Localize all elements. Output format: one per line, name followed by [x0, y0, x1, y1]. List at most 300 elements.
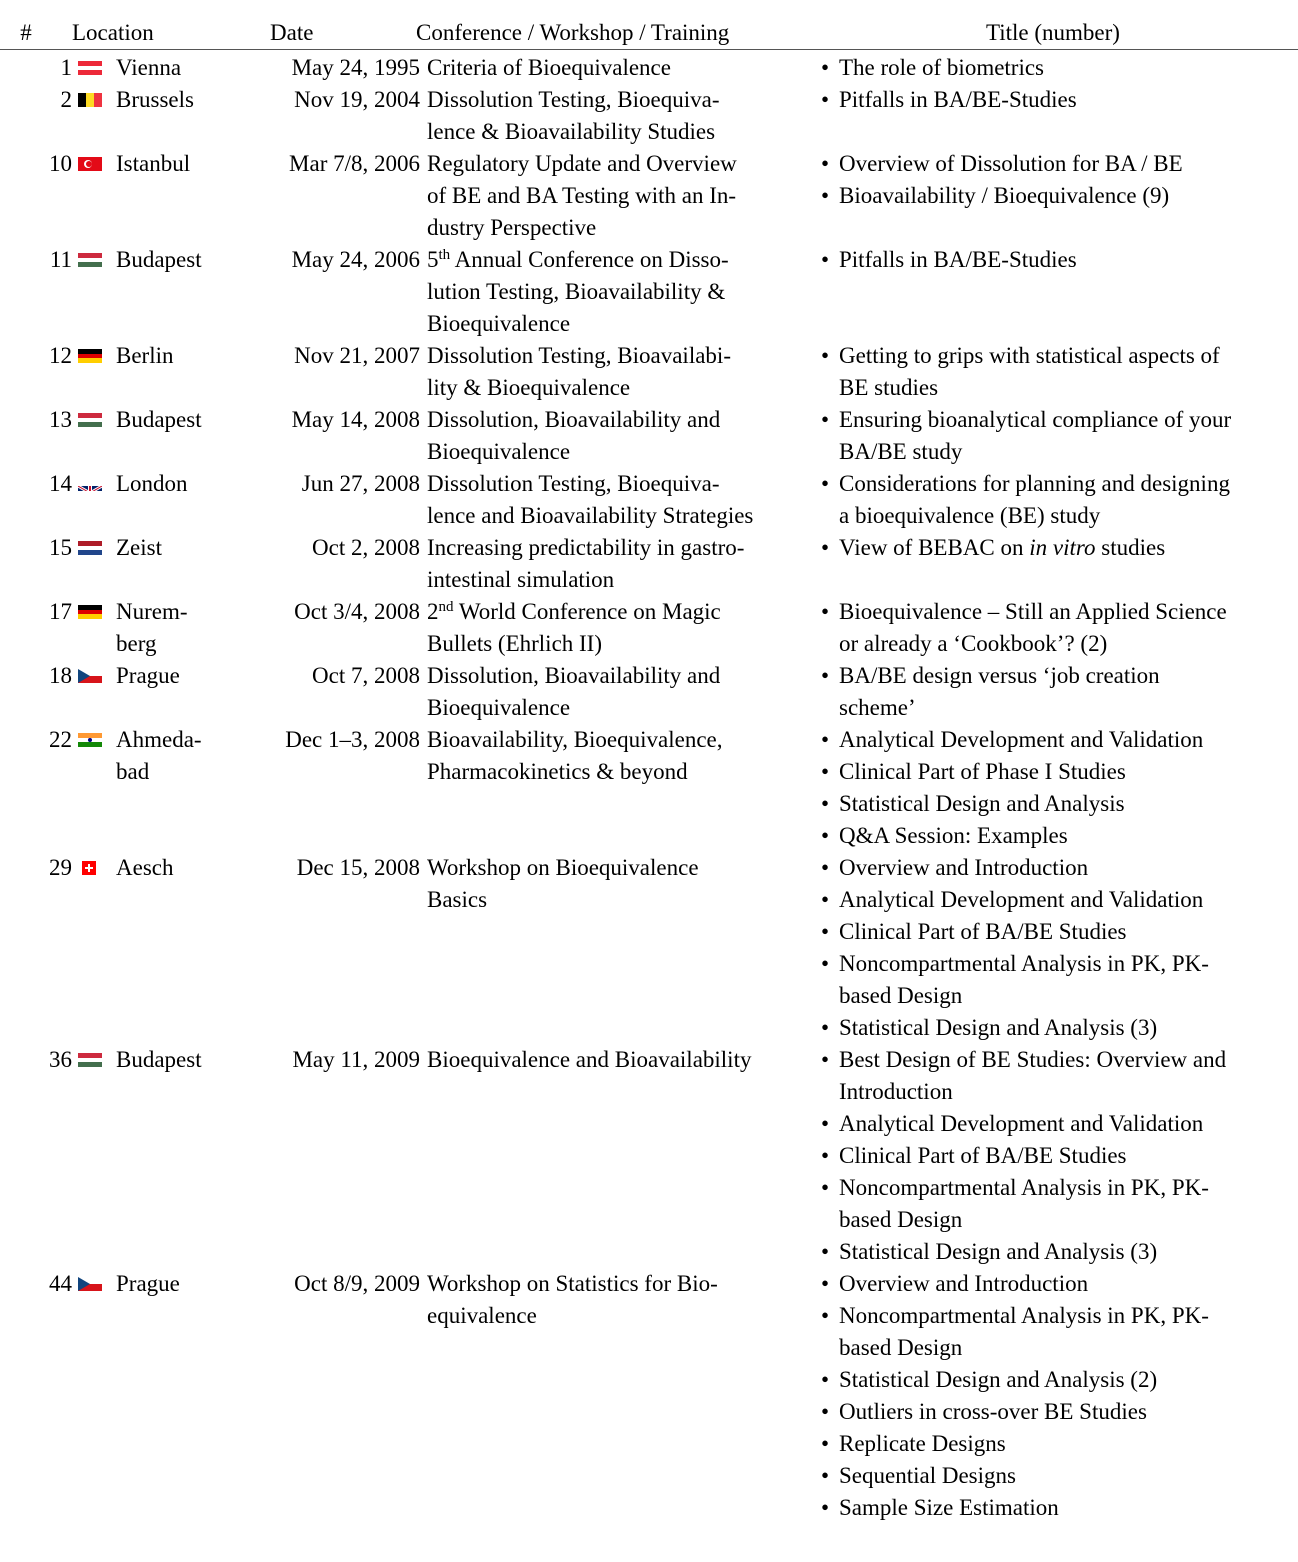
location-line: Prague [116, 663, 180, 688]
bullet-icon: • [821, 407, 830, 432]
title-line: Bioavailability / Bioequivalence (9) [839, 183, 1170, 208]
title-text [839, 532, 1298, 564]
location-line: Vienna [116, 55, 182, 80]
flag-cell [72, 596, 114, 628]
table-header [0, 17, 1298, 49]
bullet-icon: • [821, 951, 830, 976]
austria-flag-icon [78, 61, 102, 75]
title-line: Ensuring bioanalytical compliance of your [839, 407, 1232, 432]
title-line: Introduction [839, 1079, 953, 1104]
title-item [821, 1044, 1298, 1108]
title-text [839, 1268, 1298, 1300]
title-item [821, 1492, 1298, 1524]
row-number: 22 [49, 727, 72, 752]
title-item [821, 916, 1298, 948]
titles-cell [819, 660, 1298, 724]
title-text [839, 340, 1298, 404]
conference-line: of BE and BA Testing with an In- [427, 183, 737, 208]
titles-cell [819, 52, 1298, 84]
titles-cell [819, 244, 1298, 276]
location-cell [114, 724, 248, 788]
flag-cell [72, 340, 114, 372]
location-cell [114, 468, 248, 500]
title-text [839, 788, 1298, 820]
title-line: Pitfalls in BA/BE-Studies [839, 87, 1077, 112]
title-text [839, 1108, 1298, 1140]
title-text-part: studies [1095, 535, 1166, 560]
table-row [0, 84, 1298, 148]
title-item [821, 1460, 1298, 1492]
conference-line: Basics [427, 887, 488, 912]
title-line: Best Design of BE Studies: Overview and [839, 1047, 1227, 1072]
table-row [0, 724, 1298, 852]
table-row [0, 596, 1298, 660]
conference-cell [420, 148, 819, 244]
flag-cell [72, 532, 114, 564]
conference-line: lence & Bioavailability Studies [427, 119, 716, 144]
title-text [839, 1012, 1298, 1044]
title-line: Overview of Dissolution for BA / BE [839, 151, 1183, 176]
location-line: Budapest [116, 407, 202, 432]
flag-cell [72, 724, 114, 756]
conference-line: Workshop on Bioequivalence [427, 855, 699, 880]
location-cell [114, 596, 248, 660]
title-text [839, 52, 1298, 84]
conference-line: Bullets (Ehrlich II) [427, 631, 603, 656]
conference-line: Bioavailability, Bioequivalence, [427, 727, 723, 752]
title-item [821, 1300, 1298, 1364]
date-cell: Mar 7/8, 2006 [289, 151, 420, 176]
row-number: 44 [49, 1271, 72, 1296]
location-line: Brussels [116, 87, 194, 112]
germany-flag-icon [78, 605, 102, 619]
header-date: Date [270, 20, 314, 45]
bullet-icon: • [821, 663, 830, 688]
title-text [839, 1172, 1298, 1236]
location-cell [114, 852, 248, 884]
conference-line: Dissolution, Bioavailability and [427, 663, 721, 688]
header-title: Title (number) [986, 20, 1120, 45]
conference-line: Criteria of Bioequivalence [427, 55, 671, 80]
conference-cell [420, 84, 819, 148]
title-line: Statistical Design and Analysis (3) [839, 1015, 1158, 1040]
bullet-icon: • [821, 1271, 830, 1296]
title-item [821, 596, 1298, 660]
titles-cell [819, 148, 1298, 212]
table-row [0, 404, 1298, 468]
bullet-icon: • [821, 343, 830, 368]
row-number: 14 [49, 471, 72, 496]
title-line: Overview and Introduction [839, 855, 1089, 880]
location-cell [114, 1268, 248, 1300]
row-number: 15 [49, 535, 72, 560]
conference-line: Regulatory Update and Overview [427, 151, 737, 176]
title-text [839, 404, 1298, 468]
header-location: Location [72, 20, 154, 45]
conference-cell [420, 596, 819, 660]
title-item [821, 52, 1298, 84]
title-item [821, 1364, 1298, 1396]
row-number: 29 [49, 855, 72, 880]
uk-flag-icon [78, 477, 102, 491]
date-cell: Oct 3/4, 2008 [294, 599, 420, 624]
conference-cell [420, 244, 819, 340]
title-text [839, 948, 1298, 1012]
location-line: Budapest [116, 247, 202, 272]
bullet-icon: • [821, 1111, 830, 1136]
date-cell: Dec 1–3, 2008 [285, 727, 420, 752]
date-cell: Jun 27, 2008 [301, 471, 420, 496]
title-line: Getting to grips with statistical aspects of [839, 343, 1220, 368]
conference-line: intestinal simulation [427, 567, 615, 592]
bullet-icon: • [821, 1367, 830, 1392]
conference-cell [420, 852, 819, 916]
flag-cell [72, 52, 114, 84]
title-line: Statistical Design and Analysis [839, 791, 1125, 816]
title-line: Overview and Introduction [839, 1271, 1089, 1296]
title-item [821, 884, 1298, 916]
ordinal-number: 5 [427, 247, 439, 272]
flag-cell [72, 660, 114, 692]
table-row [0, 148, 1298, 244]
location-line: London [116, 471, 188, 496]
date-cell: May 24, 2006 [291, 247, 420, 272]
conference-cell [420, 660, 819, 724]
flag-cell [72, 244, 114, 276]
date-cell: Nov 19, 2004 [294, 87, 420, 112]
title-text [839, 244, 1298, 276]
bullet-icon: • [821, 535, 830, 560]
location-cell [114, 532, 248, 564]
location-line: Nurem- [116, 599, 188, 624]
bullet-icon: • [821, 1239, 830, 1264]
title-item [821, 820, 1298, 852]
row-number: 1 [60, 55, 72, 80]
title-text [839, 756, 1298, 788]
bullet-icon: • [821, 1143, 830, 1168]
title-line: based Design [839, 1335, 963, 1360]
conference-line: lity & Bioequivalence [427, 375, 631, 400]
title-item [821, 1428, 1298, 1460]
title-item [821, 180, 1298, 212]
bullet-icon: • [821, 1303, 830, 1328]
table-row [0, 1268, 1298, 1524]
conference-cell [420, 1268, 819, 1332]
flag-cell [72, 1044, 114, 1076]
title-line: Clinical Part of Phase I Studies [839, 759, 1126, 784]
row-number: 17 [49, 599, 72, 624]
conference-text: World Conference on Magic [453, 599, 721, 624]
header-conference: Conference / Workshop / Training [416, 20, 730, 45]
title-item [821, 724, 1298, 756]
bullet-icon: • [821, 887, 830, 912]
titles-cell [819, 532, 1298, 564]
conference-cell [420, 532, 819, 596]
ordinal-number: 2 [427, 599, 439, 624]
title-text [839, 1044, 1298, 1108]
title-item [821, 404, 1298, 468]
flag-cell [72, 468, 114, 500]
flag-cell [72, 404, 114, 436]
conference-line: Dissolution Testing, Bioequiva- [427, 87, 720, 112]
title-text [839, 468, 1298, 532]
conference-line: Pharmacokinetics & beyond [427, 759, 688, 784]
titles-cell [819, 468, 1298, 532]
date-cell: Oct 7, 2008 [312, 663, 420, 688]
bullet-icon: • [821, 183, 830, 208]
title-item [821, 756, 1298, 788]
titles-cell [819, 1044, 1298, 1268]
date-cell: May 11, 2009 [292, 1047, 420, 1072]
bullet-icon: • [821, 1047, 830, 1072]
bullet-icon: • [821, 919, 830, 944]
bullet-icon: • [821, 791, 830, 816]
bullet-icon: • [821, 759, 830, 784]
title-item [821, 1140, 1298, 1172]
czech-flag-icon [78, 1277, 102, 1291]
table-row [0, 1044, 1298, 1268]
flag-cell [72, 1268, 114, 1300]
title-line: Bioequivalence – Still an Applied Science [839, 599, 1227, 624]
title-item [821, 1396, 1298, 1428]
table-row [0, 660, 1298, 724]
india-flag-icon [78, 733, 102, 747]
title-line: based Design [839, 1207, 963, 1232]
title-line: scheme’ [839, 695, 916, 720]
title-text [839, 820, 1298, 852]
title-text [839, 1140, 1298, 1172]
title-line: Outliers in cross-over BE Studies [839, 1399, 1147, 1424]
bullet-icon: • [821, 1399, 830, 1424]
conference-line [427, 244, 819, 276]
conference-line: Bioequivalence and Bioavailability [427, 1047, 752, 1072]
bullet-icon: • [821, 1495, 830, 1520]
title-text [839, 1492, 1298, 1524]
location-line: Berlin [116, 343, 174, 368]
title-text [839, 724, 1298, 756]
hungary-flag-icon [78, 253, 102, 267]
title-text-part: View of BEBAC on [839, 535, 1030, 560]
titles-cell [819, 404, 1298, 468]
bullet-icon: • [821, 1175, 830, 1200]
ordinal-suffix: nd [438, 599, 454, 615]
title-item [821, 852, 1298, 884]
title-line: Clinical Part of BA/BE Studies [839, 919, 1127, 944]
title-line: Noncompartmental Analysis in PK, PK- [839, 1303, 1209, 1328]
conference-line: Dissolution Testing, Bioequiva- [427, 471, 720, 496]
title-text [839, 596, 1298, 660]
table-row [0, 852, 1298, 1044]
title-text [839, 1428, 1298, 1460]
row-number: 10 [49, 151, 72, 176]
title-line: Analytical Development and Validation [839, 727, 1204, 752]
title-line: Statistical Design and Analysis (2) [839, 1367, 1158, 1392]
belgium-flag-icon [78, 93, 102, 107]
bullet-icon: • [821, 1015, 830, 1040]
table-body [0, 52, 1298, 1524]
bullet-icon: • [821, 1463, 830, 1488]
czech-flag-icon [78, 669, 102, 683]
date-cell: May 14, 2008 [291, 407, 420, 432]
conference-line: lution Testing, Bioavailability & [427, 279, 726, 304]
date-cell: Oct 2, 2008 [312, 535, 420, 560]
title-text [839, 1396, 1298, 1428]
title-text [839, 1300, 1298, 1364]
row-number: 2 [60, 87, 72, 112]
conference-line [427, 596, 819, 628]
location-line: Istanbul [116, 151, 191, 176]
conference-line: equivalence [427, 1303, 537, 1328]
title-item [821, 1108, 1298, 1140]
location-line: Budapest [116, 1047, 202, 1072]
row-number: 12 [49, 343, 72, 368]
titles-cell [819, 596, 1298, 660]
title-text-italic: in vitro [1029, 535, 1096, 560]
row-number: 36 [49, 1047, 72, 1072]
title-line: Considerations for planning and designing [839, 471, 1230, 496]
conference-line: Dissolution, Bioavailability and [427, 407, 721, 432]
titles-cell [819, 340, 1298, 404]
title-line: Noncompartmental Analysis in PK, PK- [839, 1175, 1209, 1200]
row-number: 18 [49, 663, 72, 688]
title-line: Pitfalls in BA/BE-Studies [839, 247, 1077, 272]
title-item [821, 1268, 1298, 1300]
flag-cell [72, 84, 114, 116]
conference-cell [420, 1044, 819, 1076]
conference-cell [420, 404, 819, 468]
bullet-icon: • [821, 471, 830, 496]
location-cell [114, 52, 248, 84]
table-row [0, 52, 1298, 84]
bullet-icon: • [821, 855, 830, 880]
switzerland-flag-icon [82, 861, 96, 875]
conference-text: Annual Conference on Disso- [450, 247, 729, 272]
title-line: based Design [839, 983, 963, 1008]
title-line: Sample Size Estimation [839, 1495, 1059, 1520]
bullet-icon: • [821, 599, 830, 624]
conference-line: Workshop on Statistics for Bio- [427, 1271, 718, 1296]
titles-cell [819, 84, 1298, 116]
date-cell: Oct 8/9, 2009 [294, 1271, 420, 1296]
title-line: Clinical Part of BA/BE Studies [839, 1143, 1127, 1168]
title-text [839, 148, 1298, 180]
header-number: # [20, 20, 32, 45]
conference-cell [420, 468, 819, 532]
title-line: Replicate Designs [839, 1431, 1006, 1456]
date-cell: May 24, 1995 [291, 55, 420, 80]
netherlands-flag-icon [78, 541, 102, 555]
title-text [839, 1236, 1298, 1268]
date-cell: Nov 21, 2007 [294, 343, 420, 368]
germany-flag-icon [78, 349, 102, 363]
row-number: 13 [49, 407, 72, 432]
conference-line: Bioequivalence [427, 311, 571, 336]
title-item [821, 1236, 1298, 1268]
title-item [821, 1172, 1298, 1236]
title-item [821, 148, 1298, 180]
title-item [821, 468, 1298, 532]
title-text [839, 660, 1298, 724]
conference-line: dustry Perspective [427, 215, 597, 240]
title-line: Analytical Development and Validation [839, 1111, 1204, 1136]
titles-cell [819, 1268, 1298, 1524]
turkey-flag-icon [78, 157, 102, 171]
conference-line: Bioequivalence [427, 695, 571, 720]
title-item [821, 340, 1298, 404]
location-line: berg [116, 631, 157, 656]
title-item [821, 1012, 1298, 1044]
location-line: Aesch [116, 855, 174, 880]
bullet-icon: • [821, 1431, 830, 1456]
title-item [821, 244, 1298, 276]
title-line: a bioequivalence (BE) study [839, 503, 1101, 528]
title-item [821, 788, 1298, 820]
titles-cell [819, 852, 1298, 1044]
title-line: Analytical Development and Validation [839, 887, 1204, 912]
title-line: Q&A Session: Examples [839, 823, 1068, 848]
title-line: Sequential Designs [839, 1463, 1016, 1488]
title-item [821, 660, 1298, 724]
header-rule [0, 49, 1298, 50]
location-cell [114, 660, 248, 692]
flag-cell [72, 852, 114, 884]
hungary-flag-icon [78, 413, 102, 427]
title-line: or already a ‘Cookbook’? (2) [839, 631, 1108, 656]
row-number: 11 [49, 247, 72, 272]
location-cell [114, 1044, 248, 1076]
title-text [839, 84, 1298, 116]
conference-line: Increasing predictability in gastro- [427, 535, 745, 560]
bullet-icon: • [821, 87, 830, 112]
title-line: Noncompartmental Analysis in PK, PK- [839, 951, 1209, 976]
location-cell [114, 84, 248, 116]
conference-line: Bioequivalence [427, 439, 571, 464]
bullet-icon: • [821, 247, 830, 272]
title-item [821, 532, 1298, 564]
location-line: Zeist [116, 535, 162, 560]
hungary-flag-icon [78, 1053, 102, 1067]
bullet-icon: • [821, 727, 830, 752]
bullet-icon: • [821, 823, 830, 848]
table-row [0, 468, 1298, 532]
title-line: The role of biometrics [839, 55, 1045, 80]
conference-cell [420, 340, 819, 404]
title-text [839, 1364, 1298, 1396]
location-cell [114, 148, 248, 180]
bullet-icon: • [821, 55, 830, 80]
conference-line: lence and Bioavailability Strategies [427, 503, 754, 528]
conference-cell [420, 52, 819, 84]
title-item [821, 84, 1298, 116]
title-text [839, 916, 1298, 948]
location-cell [114, 244, 248, 276]
table-row [0, 244, 1298, 340]
title-line: BA/BE study [839, 439, 963, 464]
title-text [839, 884, 1298, 916]
location-cell [114, 340, 248, 372]
bullet-icon: • [821, 151, 830, 176]
conference-cell [420, 724, 819, 788]
location-line: Prague [116, 1271, 180, 1296]
table-row [0, 340, 1298, 404]
title-line: BE studies [839, 375, 939, 400]
location-line: Ahmeda- [116, 727, 202, 752]
location-cell [114, 404, 248, 436]
title-line: Statistical Design and Analysis (3) [839, 1239, 1158, 1264]
location-line: bad [116, 759, 150, 784]
title-item [821, 948, 1298, 1012]
date-cell: Dec 15, 2008 [296, 855, 420, 880]
